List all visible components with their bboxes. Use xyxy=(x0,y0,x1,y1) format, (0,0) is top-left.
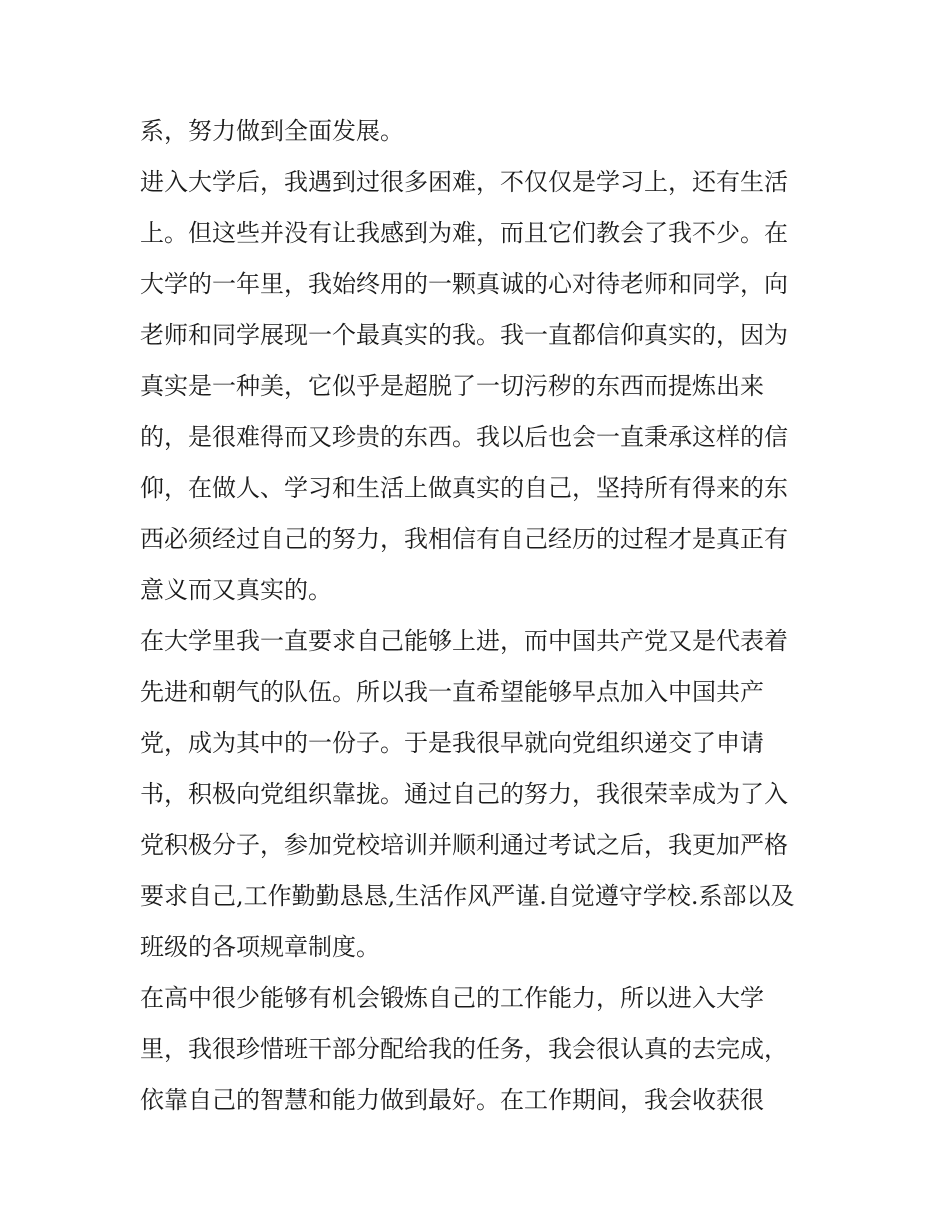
text-line: 书，积极向党组织靠拢。通过自己的努力，我很荣幸成为了入 xyxy=(140,780,788,808)
text-line: 真实是一种美，它似乎是超脱了一切污秽的东西而提炼出来 xyxy=(140,372,764,400)
text-line: 在高中很少能够有机会锻炼自己的工作能力，所以进入大学 xyxy=(140,984,764,1012)
text-line: 党，成为其中的一份子。于是我很早就向党组织递交了申请 xyxy=(140,729,764,757)
text-line: 的，是很难得而又珍贵的东西。我以后也会一直秉承这样的信 xyxy=(140,423,788,451)
text-line: 仰，在做人、学习和生活上做真实的自己，坚持所有得来的东 xyxy=(140,474,788,502)
text-line: 上。但这些并没有让我感到为难，而且它们教会了我不少。在 xyxy=(140,219,788,247)
text-line: 大学的一年里，我始终用的一颗真诚的心对待老师和同学，向 xyxy=(140,270,788,298)
text-line: 系，努力做到全面发展。 xyxy=(140,117,404,145)
text-line: 要求自己,工作勤勤恳恳,生活作风严谨.自觉遵守学校.系部以及 xyxy=(140,882,795,910)
text-line: 党积极分子，参加党校培训并顺利通过考试之后，我更加严格 xyxy=(140,831,788,859)
text-line: 班级的各项规章制度。 xyxy=(140,933,380,961)
text-line: 在大学里我一直要求自己能够上进，而中国共产党又是代表着 xyxy=(140,627,788,655)
text-line: 先进和朝气的队伍。所以我一直希望能够早点加入中国共产 xyxy=(140,678,764,706)
text-line: 依靠自己的智慧和能力做到最好。在工作期间，我会收获很 xyxy=(140,1086,764,1114)
text-line: 老师和同学展现一个最真实的我。我一直都信仰真实的，因为 xyxy=(140,321,788,349)
text-line: 进入大学后，我遇到过很多困难，不仅仅是学习上，还有生活 xyxy=(140,168,788,196)
body-text xyxy=(140,106,830,1126)
text-line: 西必须经过自己的努力，我相信有自己经历的过程才是真正有 xyxy=(140,525,788,553)
text-line: 意义而又真实的。 xyxy=(140,576,332,604)
text-line: 里，我很珍惜班干部分配给我的任务，我会很认真的去完成， xyxy=(140,1035,788,1063)
